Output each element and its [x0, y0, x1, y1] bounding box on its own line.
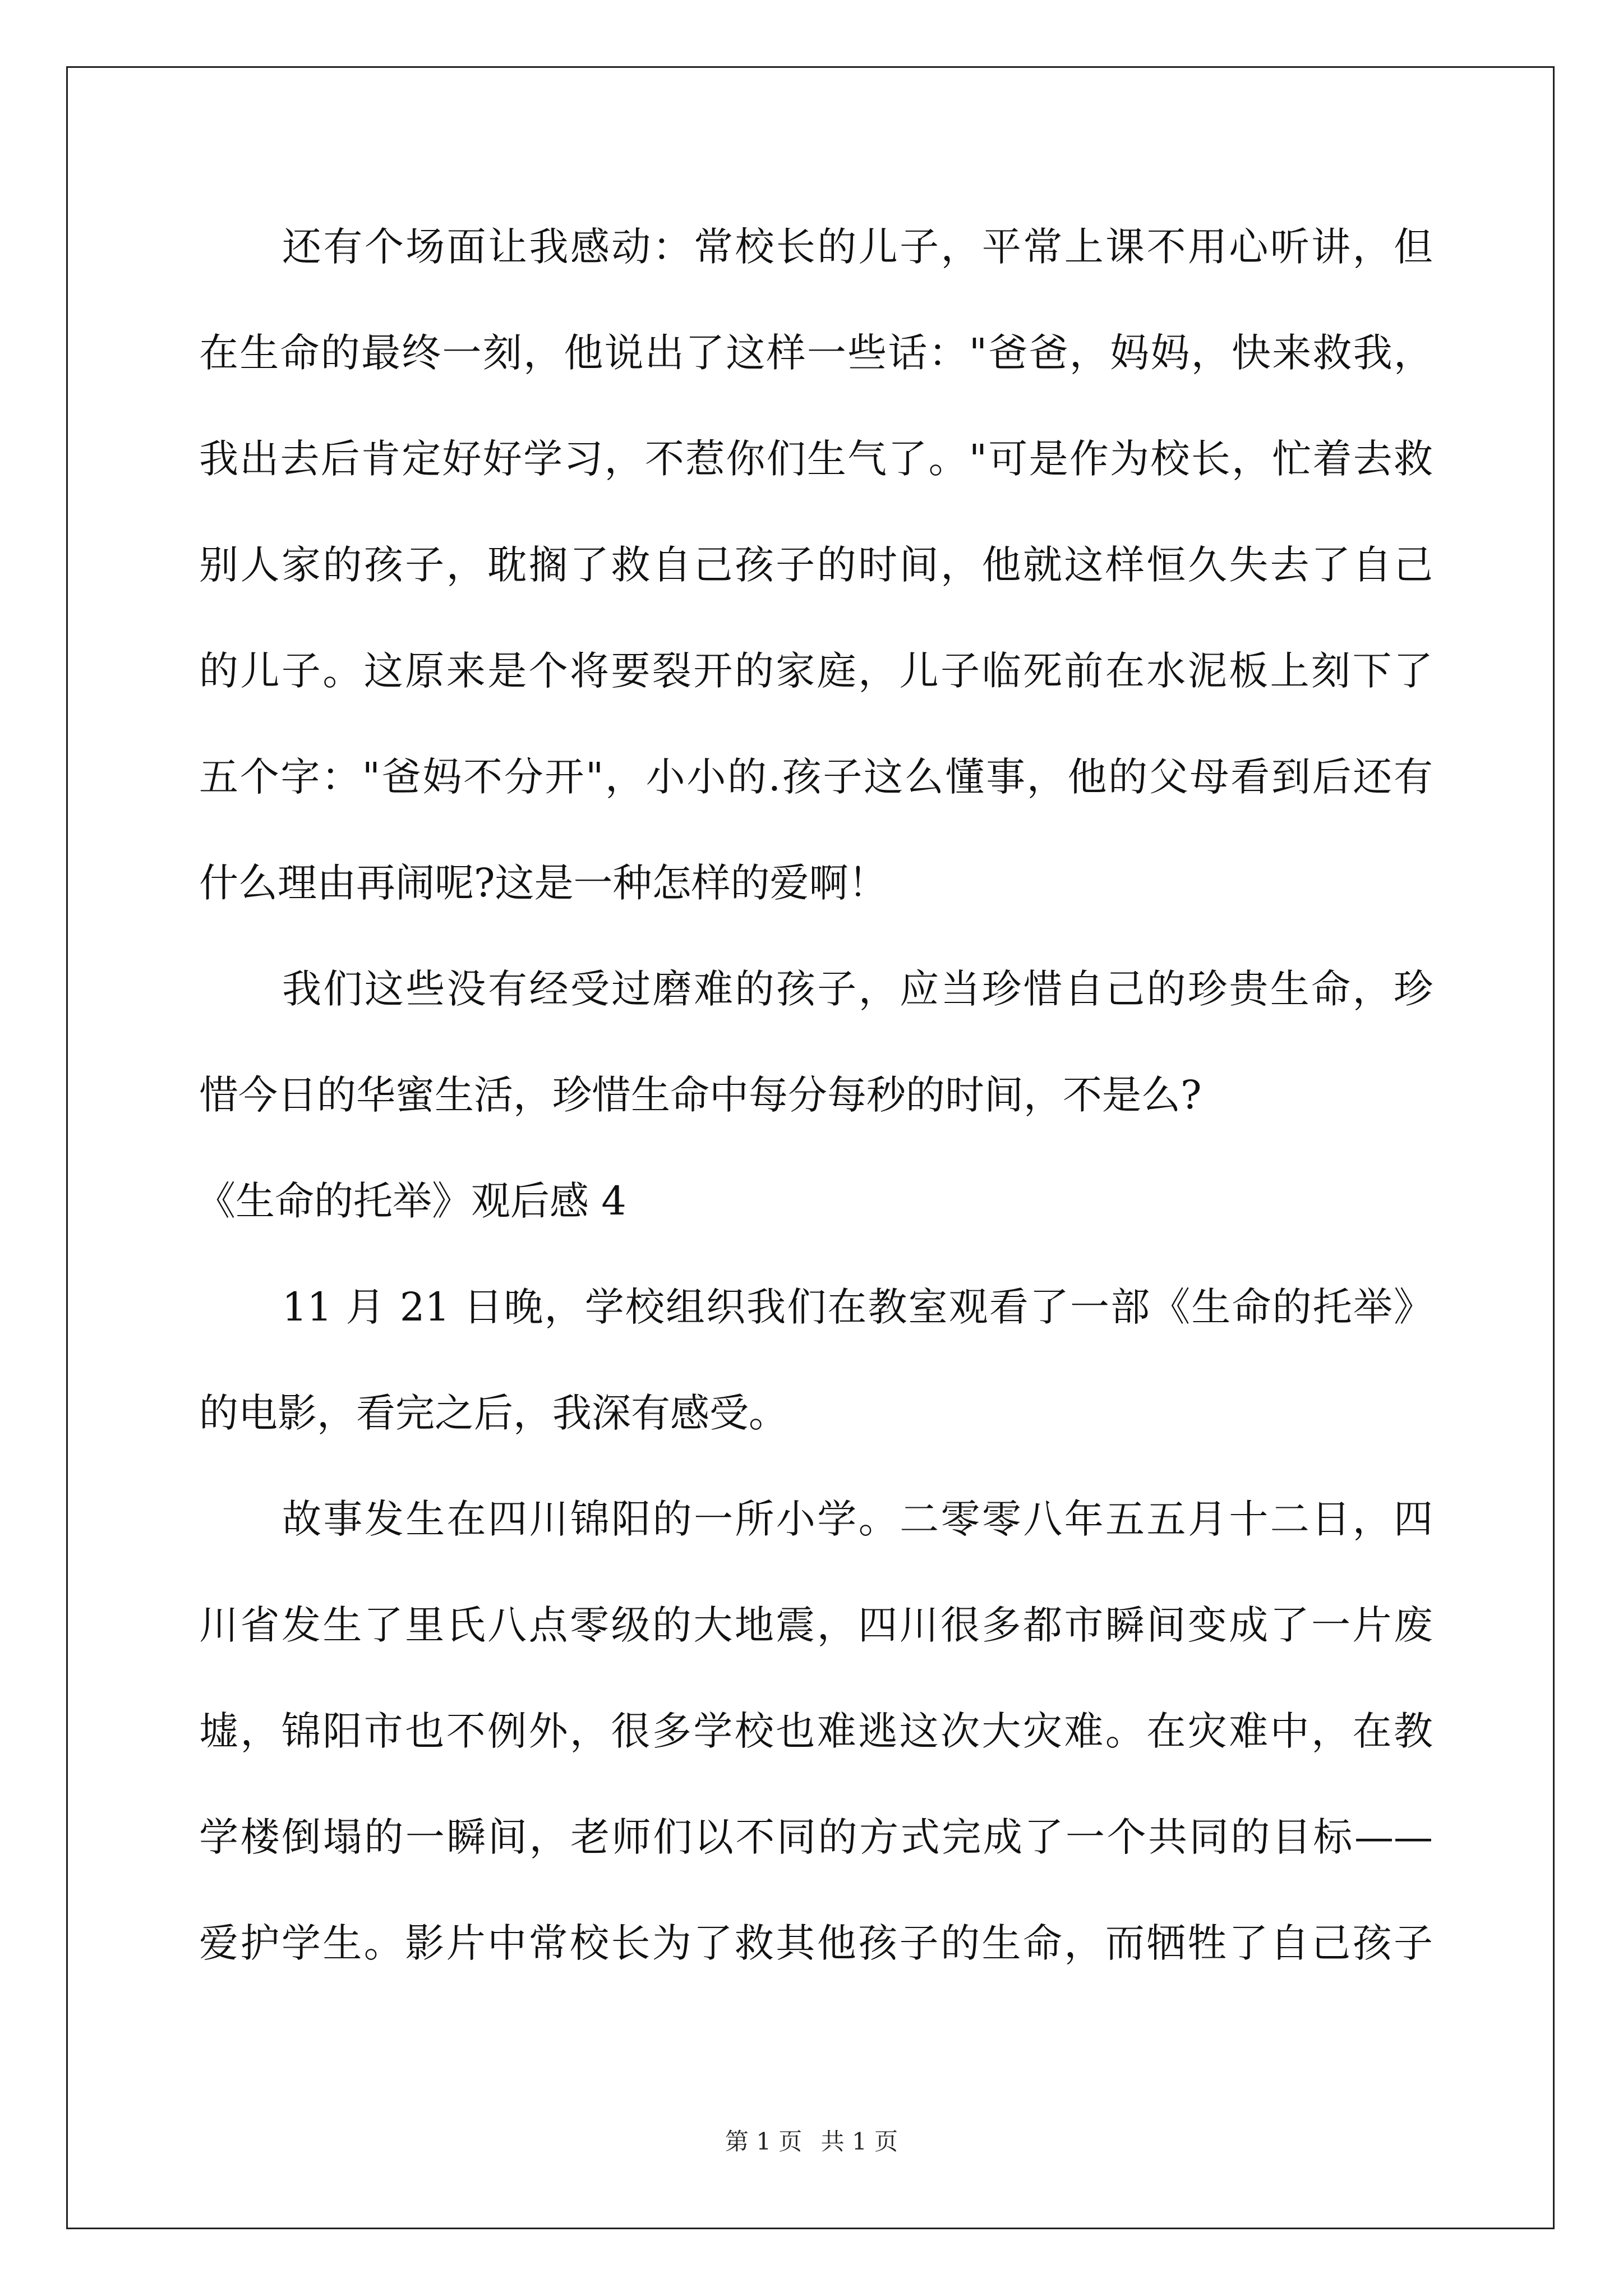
text-line-11: 11 月 21 日晚，学校组织我们在教室观看了一部《生命的托举》 — [282, 1284, 1433, 1330]
text-line-16: 学楼倒塌的一瞬间，老师们以不同的方式完成了一个共同的目标—— — [199, 1814, 1433, 1860]
text-line-9: 惜今日的华蜜生活，珍惜生命中每分每秒的时间，不是么? — [199, 1072, 1202, 1118]
text-line-15: 墟，锦阳市也不例外，很多学校也难逃这次大灾难。在灾难中，在教 — [199, 1708, 1433, 1754]
text-line-7: 什么理由再闹呢?这是一种怎样的爱啊！ — [199, 860, 888, 906]
text-line-17: 爱护学生。影片中常校长为了救其他孩子的生命，而牺牲了自己孩子 — [199, 1920, 1433, 1966]
page-number-total: 共 1 页 — [820, 2128, 898, 2155]
text-line-2: 在生命的最终一刻，他说出了这样一些话："爸爸，妈妈，快来救我， — [199, 330, 1433, 376]
text-line-14: 川省发生了里氏八点零级的大地震，四川很多都市瞬间变成了一片废 — [199, 1602, 1433, 1648]
page-number-current: 第 1 页 — [725, 2128, 803, 2155]
page-footer — [0, 2125, 1623, 2159]
section-heading: 《生命的托举》观后感 4 — [196, 1178, 626, 1224]
page-border — [66, 66, 1555, 2229]
text-line-3: 我出去后肯定好好学习，不惹你们生气了。"可是作为校长，忙着去救 — [199, 436, 1433, 482]
text-line-12: 的电影，看完之后，我深有感受。 — [199, 1390, 788, 1436]
text-line-8: 我们这些没有经受过磨难的孩子，应当珍惜自己的珍贵生命，珍 — [282, 966, 1433, 1012]
text-line-13: 故事发生在四川锦阳的一所小学。二零零八年五五月十二日，四 — [282, 1496, 1433, 1542]
text-line-5: 的儿子。这原来是个将要裂开的家庭，儿子临死前在水泥板上刻下了 — [199, 648, 1433, 694]
text-line-4: 别人家的孩子，耽搁了救自己孩子的时间，他就这样恒久失去了自己 — [199, 542, 1433, 588]
text-line-6: 五个字："爸妈不分开"，小小的.孩子这么懂事，他的父母看到后还有 — [199, 754, 1433, 800]
text-line-1: 还有个场面让我感动：常校长的儿子，平常上课不用心听讲，但 — [282, 224, 1433, 270]
